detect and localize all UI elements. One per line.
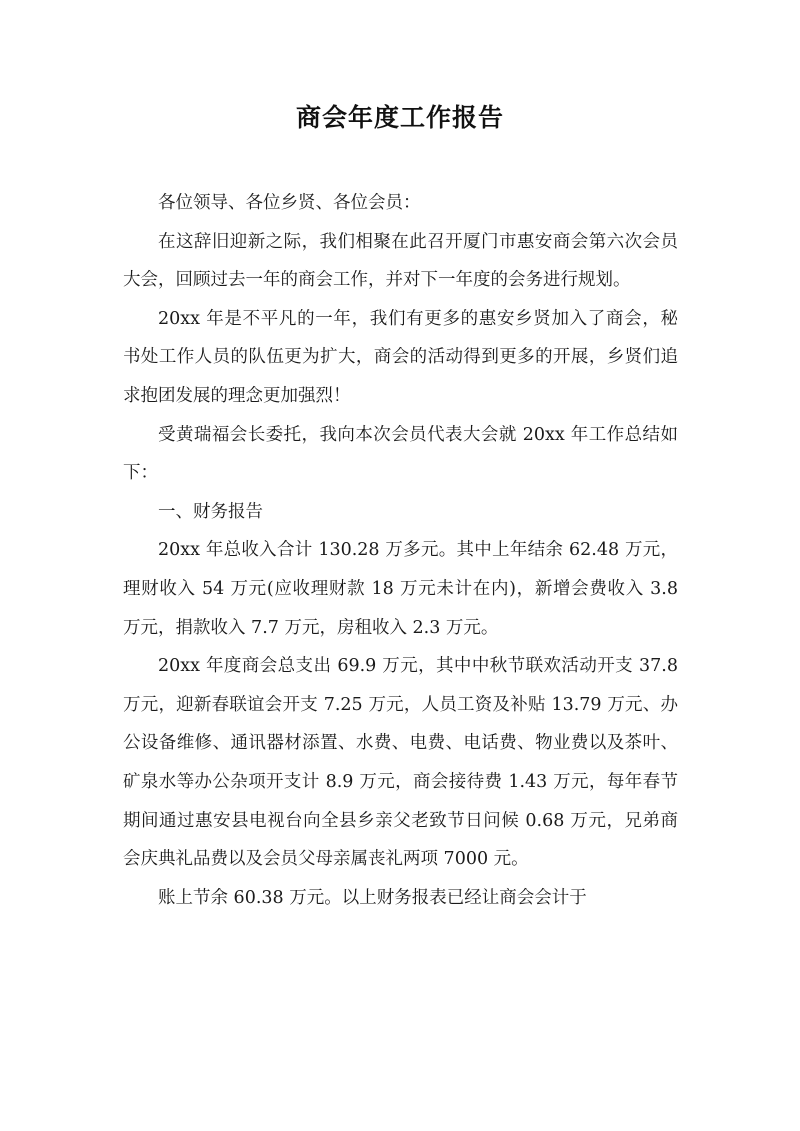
section-heading-finance: 一、财务报告	[158, 501, 263, 522]
paragraph-opening: 在这辞旧迎新之际，我们相聚在此召开厦门市惠安商会第六次会员大会，回顾过去一年的商会工作，并对下一年度的会务进行规划。	[123, 231, 678, 291]
document-body	[123, 184, 678, 917]
paragraph-balance: 账上节余 60.38 万元。以上财务报表已经让商会会计于	[158, 887, 587, 908]
paragraph-salutation: 各位领导、各位乡贤、各位会员：	[158, 193, 421, 213]
paragraph-year-overview: 20xx 年是不平凡的一年，我们有更多的惠安乡贤加入了商会，秘书处工作人员的队伍更为扩大，商会的活动得到更多的开展，乡贤们追求抱团发展的理念更加强烈！	[123, 308, 678, 406]
paragraph-summary-intro: 受黄瑞福会长委托，我向本次会员代表大会就 20xx 年工作总结如下：	[123, 424, 678, 484]
page-title: 商会年度工作报告	[295, 103, 504, 132]
paragraph-income: 20xx 年总收入合计 130.28 万多元。其中上年结余 62.48 万元，理财收入 54 万元(应收理财款 18 万元未计在内)，新增会费收入 3.8 万元，捐款收入 7.7 万元，房租收入 2.3 万元。	[123, 540, 678, 638]
paragraph-expenses: 20xx 年度商会总支出 69.9 万元，其中中秋节联欢活动开支 37.8 万元，迎新春联谊会开支 7.25 万元，人员工资及补贴 13.79 万元、办公设备维修、通讯器材添置、水费、电费、电话费、物业费以及茶叶、矿泉水等办公杂项开支计 8.9 万元，商会接待费 1.43 万元，每年春节期间通过惠安县电视台向全县乡亲父老致节日问候 0.68 万元，兄弟商会庆典礼品费以及会员父母亲属丧礼两项 7000 元。	[123, 656, 678, 870]
